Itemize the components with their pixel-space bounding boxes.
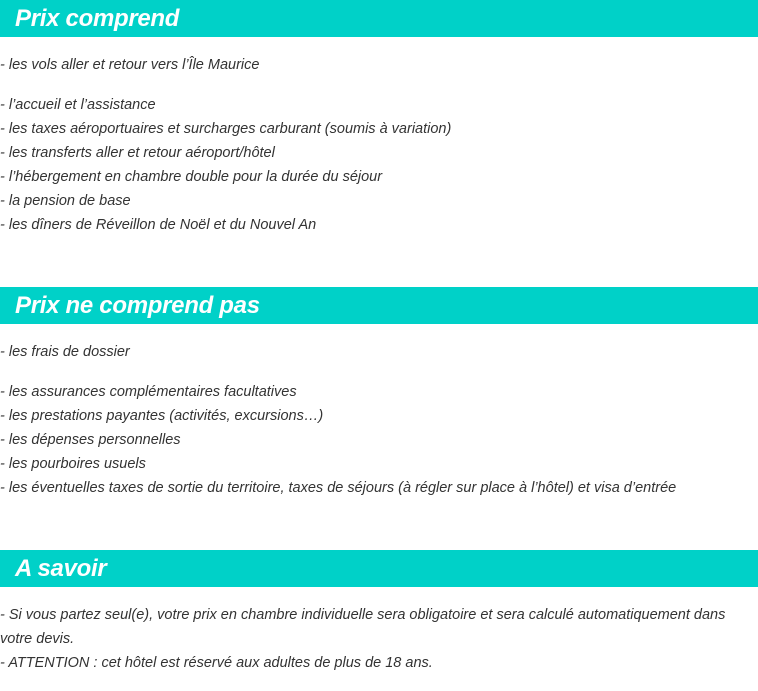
- list-item: - ATTENTION : cet hôtel est réservé aux adultes de plus de 18 ans.: [0, 655, 433, 671]
- section-header-prix-comprend: Prix comprend: [0, 0, 758, 37]
- list-item: - les transferts aller et retour aéroport/hôtel: [0, 145, 275, 161]
- section-header-a-savoir: A savoir: [0, 550, 758, 587]
- list-item: - les assurances complémentaires facultatives: [0, 384, 297, 400]
- section-header-prix-ne-comprend-pas: Prix ne comprend pas: [0, 287, 758, 324]
- list-item: - l’accueil et l’assistance: [0, 97, 156, 113]
- list-item: - Si vous partez seul(e), votre prix en chambre individuelle sera obligatoire et sera calculé automatiquement dans votre devis.: [0, 607, 726, 647]
- list-item: - les taxes aéroportuaires et surcharges carburant (soumis à variation): [0, 121, 452, 137]
- list-item: - les vols aller et retour vers l’Île Maurice: [0, 57, 260, 73]
- list-item: - les dépenses personnelles: [0, 432, 181, 448]
- list-item: - les frais de dossier: [0, 344, 130, 360]
- list-item: - les pourboires usuels: [0, 456, 146, 472]
- list-item: - l’hébergement en chambre double pour la durée du séjour: [0, 169, 383, 185]
- list-item: - la pension de base: [0, 193, 131, 209]
- list-item: - les éventuelles taxes de sortie du territoire, taxes de séjours (à régler sur place à l’hôtel) et visa d’entrée: [0, 480, 677, 496]
- list-item: - les prestations payantes (activités, excursions…): [0, 408, 324, 424]
- list-item: - les dîners de Réveillon de Noël et du Nouvel An: [0, 217, 317, 233]
